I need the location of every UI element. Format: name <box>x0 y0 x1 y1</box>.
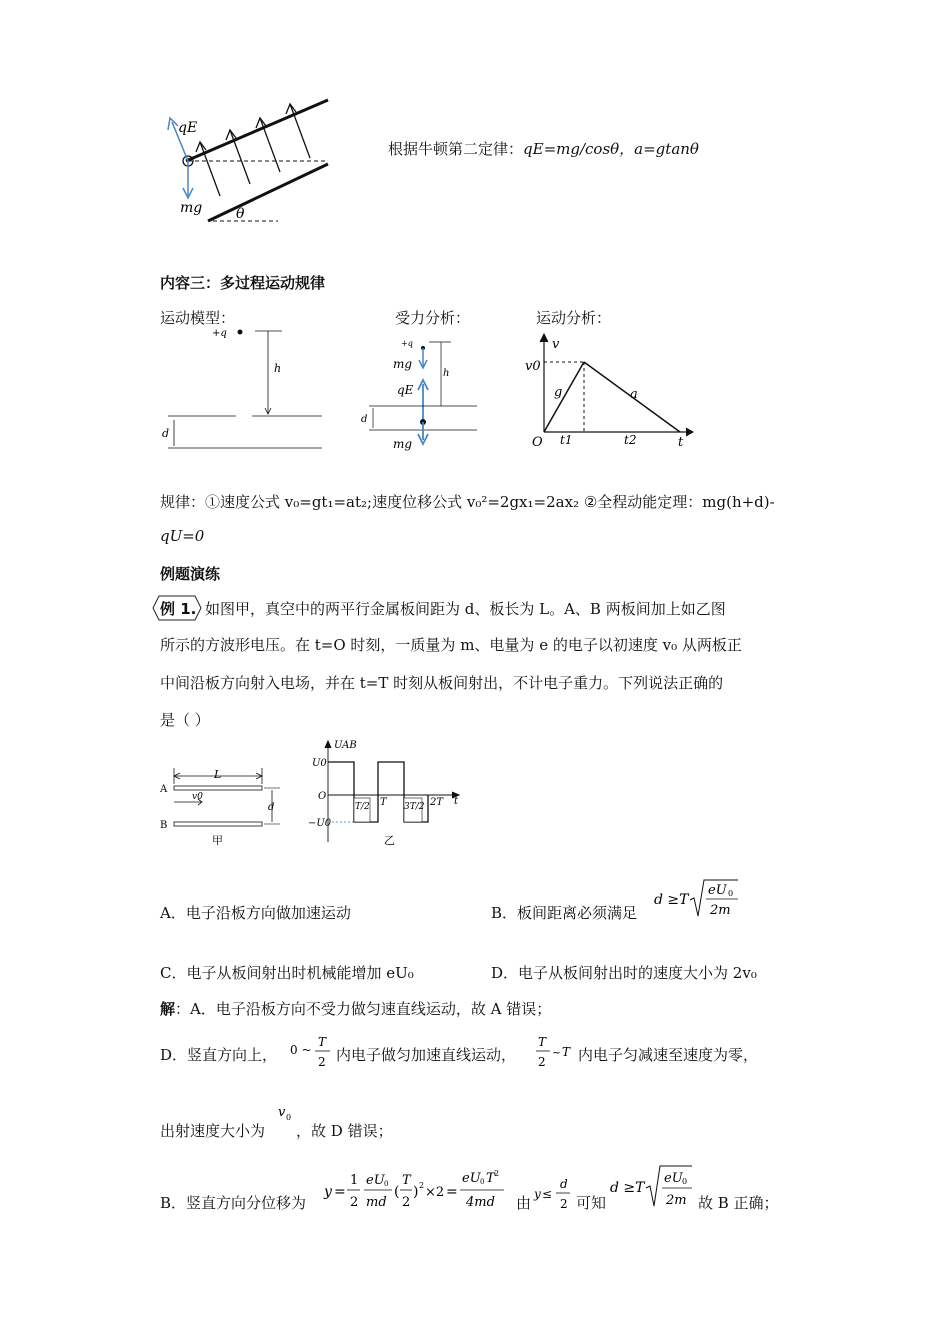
motion-analysis-label: 运动分析： <box>536 309 612 327</box>
question-line-4: 是（ ） <box>160 711 210 729</box>
figB-2T-label: 2T <box>430 797 444 808</box>
figB-T-label: T <box>380 797 387 808</box>
svg-text:2: 2 <box>538 1055 546 1069</box>
fig3-t2-label: t2 <box>624 433 637 447</box>
svg-text:v: v <box>278 1105 286 1120</box>
fig1-q-label: +q <box>212 328 227 339</box>
figA-B-label: B <box>160 820 168 831</box>
fig3-v-label: v <box>552 337 560 352</box>
example-badge: 例 1. <box>160 600 197 618</box>
fig-theta-label: θ <box>236 206 245 222</box>
figA-A-label: A <box>160 784 168 795</box>
fig1-d-label: d <box>162 427 170 440</box>
figA-caption: 甲 <box>212 834 223 847</box>
option-B-formula <box>652 876 742 920</box>
solution-line-D1-post: 内电子匀减速至速度为零， <box>578 1046 759 1064</box>
solution-line-B-mid2: 可知 <box>576 1194 607 1212</box>
option-C: C．电子从板间射出时机械能增加 eU₀ <box>160 964 414 982</box>
figA-L-label: L <box>214 768 222 781</box>
svg-text:T: T <box>562 1045 571 1059</box>
velocity-time-graph <box>522 330 700 452</box>
svg-text:2m: 2m <box>666 1193 687 1208</box>
figB-UAB-label: UAB <box>334 740 357 751</box>
force-analysis-diagram <box>355 336 490 456</box>
solution-line-D1-mid: 内电子做匀加速直线运动， <box>336 1046 517 1064</box>
svg-text:2: 2 <box>419 1181 425 1190</box>
figB-U0-label: U0 <box>312 758 327 769</box>
svg-text:eU: eU <box>708 883 727 898</box>
section-3-title: 内容三：多过程运动规律 <box>160 274 326 292</box>
svg-text:~: ~ <box>552 1046 562 1059</box>
svg-text:eU: eU <box>462 1171 481 1186</box>
svg-text:2m: 2m <box>710 903 731 918</box>
svg-text:4md: 4md <box>466 1195 495 1210</box>
svg-text:1: 1 <box>350 1173 359 1188</box>
svg-text:T: T <box>402 1173 411 1188</box>
svg-text:eU: eU <box>664 1171 683 1186</box>
fig3-g-label: g <box>554 385 563 400</box>
svg-text:0: 0 <box>682 1177 688 1186</box>
svg-text:d ≥T: d ≥T <box>654 892 689 908</box>
motion-model-diagram <box>160 322 335 454</box>
fig3-t1-label: t1 <box>560 433 573 447</box>
svg-text:=: = <box>334 1184 346 1200</box>
svg-text:md: md <box>366 1195 387 1210</box>
solution-line-D1: D．竖直方向上， <box>160 1046 278 1064</box>
solution-line-B-mid: 由 <box>516 1194 532 1212</box>
solution-line-D2-post: ，故 D 错误； <box>296 1122 393 1140</box>
figA-d-label: d <box>268 802 275 813</box>
figB-negU0-label: −U0 <box>308 818 332 829</box>
formula-y-le-d2 <box>532 1172 576 1216</box>
fig2-h-label: h <box>443 368 450 379</box>
solution-line-A: 解：A．电子沿板方向不受力做匀速直线运动，故 A 错误； <box>160 1000 552 1018</box>
svg-text:×2: ×2 <box>425 1185 445 1200</box>
svg-text:d ≥T: d ≥T <box>610 1180 645 1196</box>
figB-3T2-label: 3T/2 <box>404 802 425 812</box>
svg-text:T: T <box>486 1171 495 1186</box>
svg-text:y: y <box>324 1184 332 1200</box>
fig3-v0-label: v0 <box>525 359 541 374</box>
svg-text:0: 0 <box>384 1180 389 1188</box>
formula-T2-T <box>534 1030 576 1074</box>
newton-law-text: 根据牛顿第二定律：qE=mg/cosθ，a=gtanθ <box>388 140 699 158</box>
figure-yi <box>308 738 468 848</box>
figA-v0-label: v0 <box>192 792 203 802</box>
rule-line-1: 规律：①速度公式 v₀=gt₁=at₂;速度位移公式 v₀²=2gx₁=2ax₂ ②全程动能定理：mg(h+d)- <box>160 493 775 511</box>
svg-text:2: 2 <box>318 1055 326 1069</box>
question-line-2: 所示的方波形电压。在 t=O 时刻，一质量为 m、电量为 e 的电子以初速度 v₀ 从两板正 <box>160 636 742 654</box>
fig3-t-label: t <box>678 435 684 450</box>
svg-text:eU: eU <box>366 1173 385 1188</box>
svg-text:T: T <box>538 1035 547 1049</box>
formula-v0 <box>276 1102 298 1130</box>
solution-line-B: B．竖直方向分位移为 <box>160 1194 307 1212</box>
fig2-mg-label: mg <box>393 357 413 371</box>
svg-text:T: T <box>318 1035 327 1049</box>
svg-text:d: d <box>560 1177 568 1191</box>
svg-text:=: = <box>446 1184 458 1200</box>
formula-d-ge-T-sqrt <box>608 1162 696 1212</box>
fig3-O-label: O <box>532 435 543 450</box>
fig2-d-label: d <box>361 414 368 425</box>
figB-caption: 乙 <box>384 834 395 847</box>
svg-text:0: 0 <box>286 1113 292 1122</box>
fig1-h-label: h <box>274 362 282 375</box>
fig2-qE-label: qE <box>397 383 414 397</box>
question-line-1: 如图甲，真空中的两平行金属板间距为 d、板长为 L。A、B 两板间加上如乙图 <box>205 600 726 618</box>
inclined-plates-diagram <box>158 96 338 231</box>
svg-text:): ) <box>413 1184 419 1200</box>
formula-0-T2 <box>288 1030 334 1074</box>
motion-model-label: 运动模型： <box>160 309 236 327</box>
svg-text:2: 2 <box>494 1169 500 1178</box>
svg-text:(: ( <box>394 1184 400 1200</box>
question-line-3: 中间沿板方向射入电场，并在 t=T 时刻从板间射出，不计电子重力。下列说法正确的 <box>160 674 724 692</box>
fig2-q-label: +q <box>401 339 413 348</box>
figB-O-label: O <box>318 791 327 802</box>
solution-line-B-post: 故 B 正确； <box>698 1194 779 1212</box>
fig-qE-label: qE <box>178 120 198 136</box>
svg-text:2: 2 <box>560 1197 568 1211</box>
figB-T2-label: T/2 <box>355 802 370 812</box>
formula-y-displacement <box>322 1164 514 1214</box>
svg-text:≤: ≤ <box>542 1187 553 1201</box>
option-B: B．板间距离必须满足 <box>491 904 638 922</box>
svg-text:0: 0 <box>728 889 734 898</box>
svg-text:0 ~: 0 ~ <box>290 1043 312 1057</box>
figB-t-label: t <box>454 796 459 807</box>
svg-text:0: 0 <box>480 1178 485 1186</box>
example-title: 例题演练 <box>160 565 221 583</box>
rule-line-2: qU=0 <box>160 527 205 545</box>
svg-text:2: 2 <box>350 1195 359 1210</box>
svg-text:2: 2 <box>402 1195 411 1210</box>
option-D: D．电子从板间射出时的速度大小为 2v₀ <box>491 964 757 982</box>
svg-text:y: y <box>534 1187 541 1201</box>
option-A: A．电子沿板方向做加速运动 <box>160 904 351 922</box>
fig2-mg2-label: mg <box>393 437 413 451</box>
solution-line-D2: 出射速度大小为 <box>160 1122 266 1140</box>
fig3-a-label: a <box>630 387 638 402</box>
figure-jia <box>158 764 283 848</box>
fig-mg-label: mg <box>180 200 203 216</box>
force-analysis-label: 受力分析： <box>395 309 471 327</box>
